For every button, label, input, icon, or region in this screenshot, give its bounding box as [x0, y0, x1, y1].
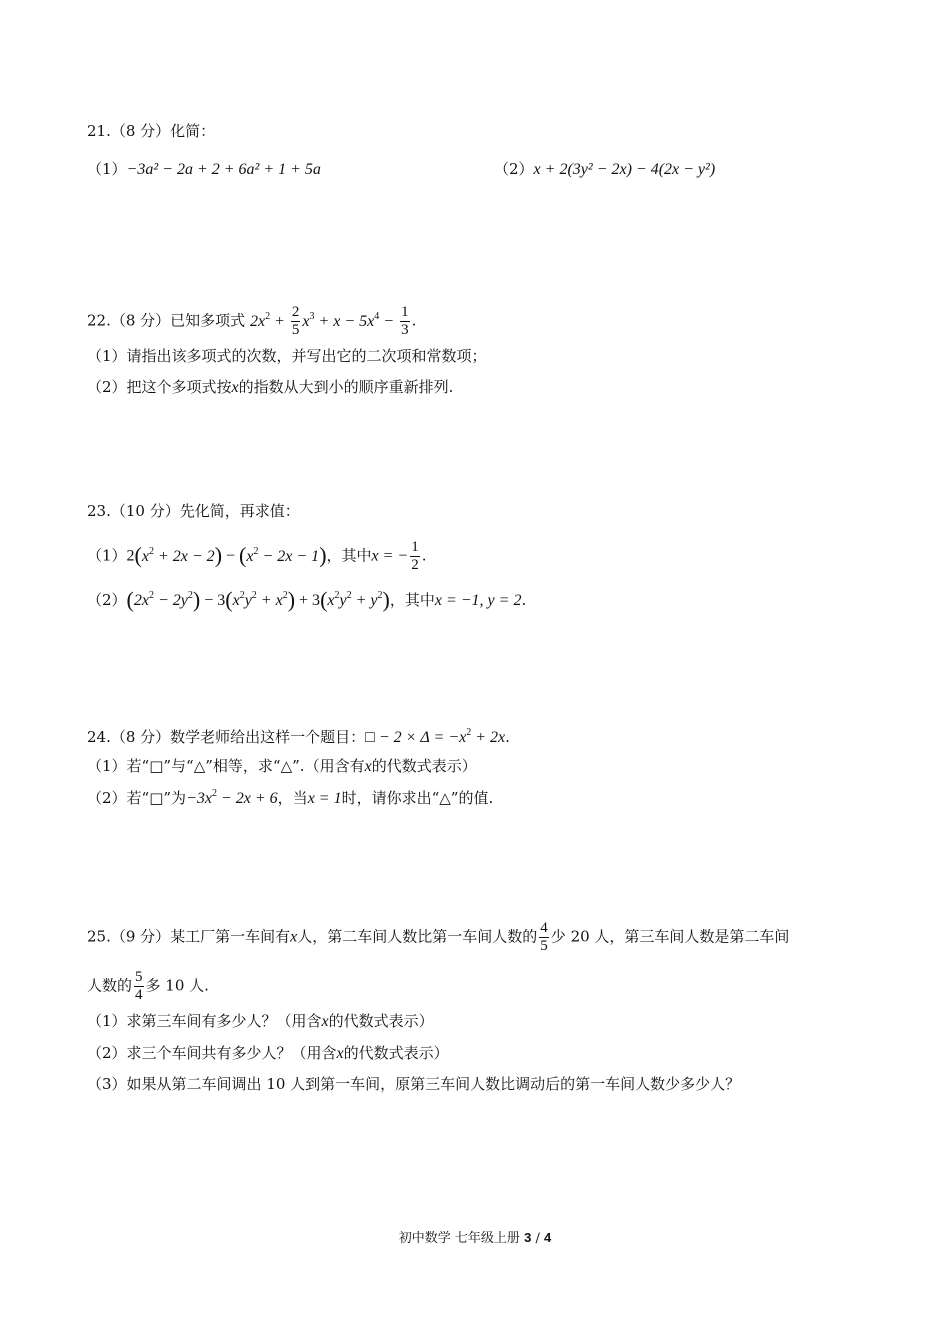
q24-part2: （2）若“□”为$-3x^2 - 2x + 6$，当x = 1时，请你求出“△”的值. — [87, 788, 494, 807]
q21-part1-label: （1） — [87, 160, 127, 178]
q21-part2-expr: x + 2(3y² − 2x) − 4(2x − y²) — [533, 161, 716, 178]
q25-frac-5-4: $\frac{5}{4}$ — [135, 969, 143, 1003]
q22-part1: （1）请指出该多项式的次数，并写出它的二次项和常数项； — [87, 347, 487, 365]
footer-text: 初中数学 七年级上册 — [398, 1231, 520, 1246]
q22-title: 22.（8 分）已知多项式 $2x^2$ + $\frac{2}{5}$ $x^3 + x - 5x^4$ − $\frac{1}{3}$ . — [87, 304, 417, 338]
q22-part2: （2）把这个多项式按x的指数从大到小的顺序重新排列. — [87, 378, 454, 396]
q25-part1: （1）求第三车间有多少人？（用含x的代数式表示） — [87, 1012, 434, 1030]
q21-part1 — [87, 159, 321, 180]
q25-frac-4-5: $\frac{4}{5}$ — [540, 920, 548, 954]
q23-title: 23.（10 分）先化简，再求值： — [87, 502, 300, 520]
q22-title-text: 22.（8 分）已知多项式 — [87, 311, 246, 330]
q21-title: 21.（8 分）化简： — [87, 122, 216, 140]
q24-part1: （1）若“□”与“△”相等，求“△”.（用含有x的代数式表示） — [87, 757, 477, 775]
q21-part1-expr: −3a² − 2a + 2 + 6a² + 1 + 5a — [126, 161, 321, 178]
q25-line2: 人数的 $\frac{5}{4}$ 多 10 人. — [87, 969, 209, 1003]
q23-frac-1-2: $\frac{1}{2}$ — [411, 539, 419, 573]
q23-part2: $(2)(2x^2 - 2y^2) - 3(x^2y^2 + x^2) + 3(x^2y^2 + y^2)$，其中x = −1, y = 2. — [87, 587, 527, 612]
q22-expr: $2x^2$ + — [249, 310, 289, 330]
q24-title: 24.（8 分）数学老师给出这样一个题目：□ − $2 \times \Delta = -x^2 + 2x$. — [87, 727, 510, 746]
q23-part1: $(1)2(x^2 + 2x - 2) - (x^2 - 2x - 1)$，其中x = − $\frac{1}{2}$ . — [87, 539, 427, 573]
q21-part2 — [494, 159, 715, 180]
q21-part2-label: （2） — [494, 160, 534, 178]
q22-frac-1-3: $\frac{1}{3}$ — [401, 304, 409, 338]
q25-part2: （2）求三个车间共有多少人？（用含x的代数式表示） — [87, 1044, 449, 1062]
page-footer: 初中数学 七年级上册 3 / 4 — [398, 1230, 552, 1246]
footer-total: 4 — [543, 1230, 552, 1245]
q25-part3: （3）如果从第二车间调出 10 人到第一车间，原第三车间人数比调动后的第一车间人数少多少人？ — [87, 1075, 741, 1093]
footer-page: 3 — [524, 1230, 532, 1245]
q22-frac-2-5: $\frac{2}{5}$ — [291, 304, 300, 338]
q25-line1: 25.（9 分）某工厂第一车间有x人，第二车间人数比第一车间人数的 $\frac{4}{5}$ 少 20 人，第三车间人数是第二车间 — [87, 920, 790, 954]
